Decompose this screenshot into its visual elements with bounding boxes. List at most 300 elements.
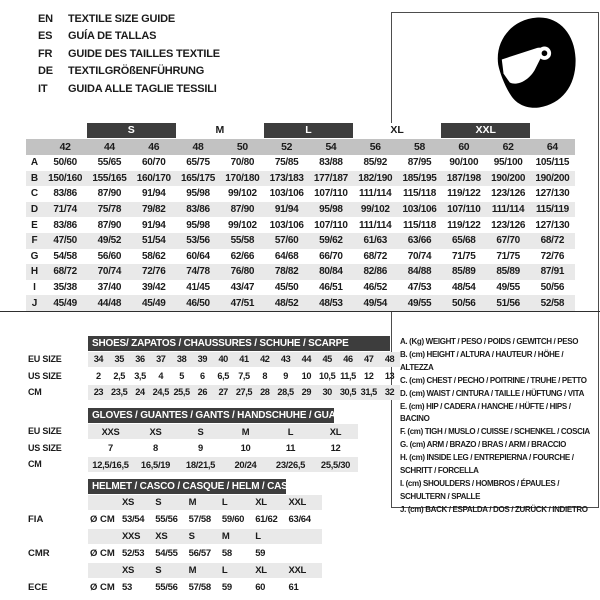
measurement-row xyxy=(26,155,575,171)
standard-label: CMR xyxy=(28,547,50,559)
row-letter: I xyxy=(33,282,36,294)
size-cell: 9 xyxy=(198,442,203,454)
row-cells xyxy=(122,514,322,525)
language-row xyxy=(38,11,220,28)
size-cell: 37 xyxy=(156,354,166,365)
row-cells xyxy=(88,368,400,383)
size-cell: 103/106 xyxy=(269,188,304,200)
size-cell: 55/56 xyxy=(155,581,178,593)
legend-item: F. (cm) TIGH / MUSLO / CUISSE / SCHENKEL / COSCIA xyxy=(400,427,590,437)
language-title: TEXTILE SIZE GUIDE xyxy=(68,13,176,25)
size-cell: 59/62 xyxy=(319,235,343,247)
size-cell: 95/98 xyxy=(186,188,210,200)
size-cell: XL xyxy=(255,496,267,508)
size-cell: 82/86 xyxy=(363,266,387,278)
main-size-table xyxy=(26,123,575,311)
measurement-row xyxy=(26,295,575,311)
size-cell: S xyxy=(188,530,195,542)
size-cell: 107/110 xyxy=(447,204,481,216)
size-cell: XXL xyxy=(288,564,307,576)
size-cell: 47/51 xyxy=(230,297,255,309)
column-header: 62 xyxy=(502,141,514,153)
size-cell: 43/47 xyxy=(230,282,255,294)
helmet-table xyxy=(28,479,322,596)
size-cell: 39/42 xyxy=(141,282,166,294)
size-cell: 53 xyxy=(122,581,132,593)
helmet-value-row xyxy=(28,579,322,595)
size-cell: 47 xyxy=(364,354,374,365)
size-cell: 79/82 xyxy=(141,204,166,216)
size-cell: 6 xyxy=(200,370,205,381)
size-cell: 70/74 xyxy=(97,266,122,278)
size-cell: 65/68 xyxy=(452,235,476,247)
size-cell: 103/106 xyxy=(402,204,437,216)
size-cell: 2 xyxy=(96,370,101,381)
size-cell: XS xyxy=(149,425,162,437)
size-cell: 115/118 xyxy=(403,188,436,200)
size-cell: S xyxy=(197,425,204,437)
size-cell: 83/86 xyxy=(53,219,77,231)
row-cells xyxy=(43,235,575,246)
size-cell: 87/90 xyxy=(97,219,122,231)
size-cell: 16,5/19 xyxy=(140,458,171,470)
size-cell: 177/187 xyxy=(313,172,348,184)
row-cells xyxy=(122,548,288,559)
size-cell: 63/66 xyxy=(407,235,432,247)
size-cell: 87/95 xyxy=(407,157,432,169)
size-cell: 55/65 xyxy=(97,157,122,169)
size-cell: 58/62 xyxy=(141,250,166,262)
table-row xyxy=(28,440,358,457)
language-row xyxy=(38,46,220,63)
size-cell: 68/72 xyxy=(540,235,565,247)
size-cell: 75/78 xyxy=(97,204,122,216)
language-row xyxy=(38,28,220,45)
size-cell: 66/70 xyxy=(319,250,343,262)
legend-item: D. (cm) WAIST / CINTURA / TAILLE / HÜFTUNG / VITA xyxy=(400,388,585,398)
language-title-list xyxy=(38,11,220,98)
size-cell: 10,5 xyxy=(319,370,336,381)
language-code: DE xyxy=(38,65,53,78)
size-cell: 2,5 xyxy=(113,370,125,381)
size-cell: 99/102 xyxy=(360,204,390,216)
size-cell: 4 xyxy=(158,370,164,381)
size-cell: 57/60 xyxy=(274,235,299,247)
size-cell: XS xyxy=(155,530,168,542)
size-cell: 64/68 xyxy=(274,250,299,262)
size-cell: 26 xyxy=(197,387,208,398)
size-cell: 75/85 xyxy=(274,157,299,169)
row-letter: H xyxy=(30,266,39,278)
row-cells xyxy=(43,251,575,262)
size-cell: 54/58 xyxy=(53,250,77,262)
column-header: 48 xyxy=(192,141,204,153)
column-header: 46 xyxy=(148,141,160,153)
size-cell: 51/54 xyxy=(141,235,166,247)
size-cell: 47/53 xyxy=(407,282,432,294)
size-cell: 24 xyxy=(135,387,145,398)
standard-label: ECE xyxy=(28,581,48,593)
size-cell: 46 xyxy=(343,354,353,365)
size-cell: 41/45 xyxy=(186,282,210,294)
unit-cell: Ø CM xyxy=(90,547,115,559)
size-cell: 38 xyxy=(176,354,187,365)
row-cells xyxy=(88,385,400,400)
size-cell: 45/49 xyxy=(53,297,77,309)
legend-item: H. (cm) INSIDE LEG / ENTREPIERNA / FOURCHE / SCHRITT / FORCELLA xyxy=(400,453,574,476)
size-cell: 91/94 xyxy=(274,204,299,216)
size-cell: 60/64 xyxy=(186,250,210,262)
size-cell: 13 xyxy=(384,370,395,381)
size-cell: 59/60 xyxy=(221,513,245,525)
row-letter: G xyxy=(30,250,39,262)
row-cells xyxy=(43,266,575,277)
size-cell: 25,5 xyxy=(173,387,190,398)
size-group-label: L xyxy=(264,123,353,138)
row-cells xyxy=(43,282,575,293)
shoes-rows xyxy=(28,351,400,401)
size-cell: 23 xyxy=(93,387,104,398)
helmet-sections xyxy=(28,494,322,595)
shoes-table xyxy=(28,336,400,401)
size-cell: 29 xyxy=(301,387,312,398)
size-cell: 24,5 xyxy=(152,387,169,398)
size-cell: 91/94 xyxy=(141,188,166,200)
row-cells xyxy=(88,352,400,367)
size-cell: 71/74 xyxy=(53,204,77,216)
size-cell: 187/198 xyxy=(446,172,481,184)
legend-item: B. (cm) HEIGHT / ALTURA / HAUTEUR / HÖHE / ALTEZZA xyxy=(400,349,564,372)
size-cell: 47/50 xyxy=(53,235,77,247)
size-cell: 95/98 xyxy=(186,219,210,231)
size-cell: 71/75 xyxy=(496,250,520,262)
size-cell: 60/70 xyxy=(141,157,166,169)
language-code: FR xyxy=(38,47,53,60)
size-cell: 35/38 xyxy=(53,282,77,294)
size-cell: L xyxy=(221,564,228,576)
column-header: 56 xyxy=(369,141,381,153)
size-cell: 190/200 xyxy=(535,172,570,184)
helmet-logo-icon xyxy=(486,15,578,111)
row-cells xyxy=(43,204,575,215)
measurement-row xyxy=(26,264,575,280)
language-code: ES xyxy=(38,30,53,43)
size-cell: 8 xyxy=(153,442,158,454)
size-cell: 123/126 xyxy=(491,219,526,231)
size-group-label: S xyxy=(87,123,176,138)
row-cells xyxy=(122,582,322,593)
size-cell: 95/100 xyxy=(493,157,523,169)
size-cell: 53/54 xyxy=(122,513,145,525)
size-cell: M xyxy=(188,564,197,576)
row-letter: C xyxy=(30,188,39,200)
size-cell: 31,5 xyxy=(360,387,377,398)
size-cell: XS xyxy=(122,496,135,508)
helmet-section xyxy=(28,562,322,595)
size-cell: 52/58 xyxy=(540,297,565,309)
size-cell: 85/92 xyxy=(363,157,387,169)
column-header: 54 xyxy=(325,141,337,153)
size-cell: 7 xyxy=(108,442,113,454)
size-cell: 91/94 xyxy=(141,219,166,231)
language-title: TEXTILGRÖßENFÜHRUNG xyxy=(68,65,205,78)
size-cell: 70/74 xyxy=(407,250,432,262)
size-cell: 49/55 xyxy=(407,297,432,309)
size-cell: S xyxy=(155,564,162,576)
language-code: EN xyxy=(38,13,53,25)
measurement-row xyxy=(26,280,575,296)
size-cell: 53/56 xyxy=(186,235,210,247)
size-cell: 45 xyxy=(322,354,332,365)
measurement-legend xyxy=(400,336,592,517)
language-title: GUIDA ALLE TAGLIE TESSILI xyxy=(68,82,217,95)
row-cells xyxy=(88,457,358,472)
size-cell: 35 xyxy=(114,354,124,365)
size-cell: 83/86 xyxy=(53,188,77,200)
size-cell: 48/53 xyxy=(319,297,343,309)
row-letter: B xyxy=(30,172,39,184)
legend-item: A. (Kg) WEIGHT / PESO / POIDS / GEWITCH / PESO xyxy=(400,337,579,346)
size-cell: 85/89 xyxy=(496,266,520,278)
helmet-section xyxy=(28,494,322,527)
column-header: 60 xyxy=(458,141,470,153)
size-cell: 5 xyxy=(179,370,184,381)
row-band xyxy=(88,563,322,578)
row-band xyxy=(88,546,322,561)
column-header: 50 xyxy=(236,141,248,153)
size-cell: 18/21,5 xyxy=(185,458,216,470)
size-cell: 60 xyxy=(255,581,266,593)
gloves-table xyxy=(28,408,358,473)
helmet-size-label-row xyxy=(28,528,322,544)
size-cell: 45/50 xyxy=(274,282,299,294)
size-cell: 25,5/30 xyxy=(320,458,351,470)
size-cell: 50/56 xyxy=(540,282,565,294)
gloves-rows xyxy=(28,423,358,473)
size-cell: 44 xyxy=(301,354,312,365)
column-header: 42 xyxy=(59,141,71,153)
size-group-label: M xyxy=(215,124,225,136)
size-cell: 160/170 xyxy=(136,172,171,184)
helmet-value-row xyxy=(28,545,322,561)
measurement-row xyxy=(26,186,575,202)
size-cell: M xyxy=(188,496,197,508)
size-cell: 50/60 xyxy=(53,157,77,169)
size-cell: 28,5 xyxy=(277,387,294,398)
size-cell: 165/175 xyxy=(181,172,216,184)
row-band xyxy=(88,580,322,595)
size-cell: 127/130 xyxy=(535,219,570,231)
size-cell: 3,5 xyxy=(134,370,146,381)
size-cell: 34 xyxy=(93,354,104,365)
language-title: GUIDE DES TAILLES TEXTILE xyxy=(68,47,220,60)
size-cell: 39 xyxy=(197,354,208,365)
size-cell: 68/72 xyxy=(53,266,77,278)
row-cells xyxy=(43,220,575,231)
column-header: 52 xyxy=(281,141,293,153)
size-cell: 11,5 xyxy=(340,370,356,381)
row-letter: J xyxy=(31,297,38,309)
size-cell: 51/56 xyxy=(496,297,520,309)
size-cell: 57/58 xyxy=(188,581,211,593)
size-cell: 115/119 xyxy=(535,204,569,216)
legend-item: G. (cm) ARM / BRAZO / BRAS / ARM / BRACCIO xyxy=(400,440,567,450)
size-cell: 9 xyxy=(283,370,288,381)
legend-item: E. (cm) HIP / CADERA / HANCHE / HÜFTE / HIPS / BACINO xyxy=(400,401,571,424)
size-cell: 103/106 xyxy=(269,219,304,231)
size-cell: 48 xyxy=(384,354,395,365)
size-cell: 107/110 xyxy=(314,188,348,200)
size-cell: 90/100 xyxy=(449,157,479,169)
size-cell: XXS xyxy=(101,425,120,437)
size-cell: XXL xyxy=(288,496,307,508)
size-cell: 56/60 xyxy=(97,250,122,262)
row-cells xyxy=(88,440,358,455)
row-cells xyxy=(122,565,322,576)
measurement-row xyxy=(26,202,575,218)
size-cell: 78/82 xyxy=(274,266,299,278)
size-cell: 49/54 xyxy=(363,297,387,309)
size-cell: 59 xyxy=(255,547,266,559)
helmet-value-row xyxy=(28,511,322,527)
size-cell: 49/52 xyxy=(97,235,122,247)
size-cell: 12 xyxy=(330,442,341,454)
size-cell: 173/183 xyxy=(269,172,304,184)
size-cell: 95/98 xyxy=(319,204,343,216)
table-row xyxy=(28,456,358,473)
size-cell: 40 xyxy=(218,354,228,365)
size-cell: 190/200 xyxy=(491,172,526,184)
row-cells xyxy=(88,424,358,439)
gloves-table-title: GLOVES / GUANTES / GANTS / HANDSCHUHE / GUANTI xyxy=(88,408,334,423)
size-cell: 119/122 xyxy=(447,188,481,200)
size-cell: 44/48 xyxy=(97,297,122,309)
size-cell: 62/66 xyxy=(230,250,255,262)
size-cell: 6,5 xyxy=(217,370,229,381)
row-label: CM xyxy=(28,459,42,470)
row-letter: E xyxy=(31,219,38,231)
size-cell: 8 xyxy=(262,370,268,381)
size-cell: 30,5 xyxy=(339,387,357,398)
size-cell: 11 xyxy=(285,442,296,454)
size-cell: 83/88 xyxy=(319,157,343,169)
row-cells xyxy=(122,497,322,508)
separator-line xyxy=(0,311,600,312)
row-label: US SIZE xyxy=(28,442,62,453)
table-row xyxy=(28,351,400,368)
size-cell: 119/122 xyxy=(447,219,481,231)
size-cell: 12 xyxy=(364,370,374,381)
size-cell: 99/102 xyxy=(227,219,257,231)
size-cell: 12,5/16,5 xyxy=(92,458,129,470)
shoes-table-title: SHOES/ ZAPATOS / CHAUSSURES / SCHUHE / SCARPE xyxy=(88,336,390,351)
size-cell: 43 xyxy=(280,354,291,365)
size-cell: 68/72 xyxy=(363,250,387,262)
size-cell: 23,5 xyxy=(111,387,128,398)
size-cell: 37/40 xyxy=(97,282,122,294)
row-label: US SIZE xyxy=(28,370,62,381)
size-cell: 54/55 xyxy=(155,547,178,559)
size-cell: 71/75 xyxy=(452,250,476,262)
size-cell: 27 xyxy=(218,387,228,398)
size-cell: 74/78 xyxy=(186,266,210,278)
size-cell: 111/114 xyxy=(359,188,392,200)
size-cell: XL xyxy=(255,564,267,576)
measurement-row xyxy=(26,249,575,265)
size-cell: 72/76 xyxy=(141,266,166,278)
measurement-rows xyxy=(26,155,575,311)
size-group-label: XXL xyxy=(441,123,530,138)
size-cell: M xyxy=(241,425,250,437)
unit-cell: Ø CM xyxy=(90,581,115,593)
size-cell: 46/52 xyxy=(363,282,387,294)
size-cell: L xyxy=(287,425,294,437)
size-cell: 185/195 xyxy=(402,172,437,184)
row-band xyxy=(88,529,322,544)
size-cell: 52/53 xyxy=(122,547,145,559)
size-cell: 55/56 xyxy=(155,513,178,525)
size-cell: 85/89 xyxy=(452,266,476,278)
row-letter: F xyxy=(31,235,38,247)
table-row xyxy=(28,368,400,385)
row-letter: A xyxy=(30,157,39,169)
size-cell: XS xyxy=(122,564,135,576)
helmet-section xyxy=(28,528,322,561)
size-cell: L xyxy=(221,496,228,508)
size-cell: 107/110 xyxy=(314,219,348,231)
row-letter: D xyxy=(30,204,39,216)
size-cell: 45/49 xyxy=(141,297,166,309)
size-cell: 48/54 xyxy=(452,282,476,294)
size-cell: 56/57 xyxy=(188,547,211,559)
row-cells xyxy=(43,298,575,309)
size-group-label: XL xyxy=(390,124,404,136)
size-cell: 41 xyxy=(239,354,249,365)
legend-item: C. (cm) CHEST / PECHO / POITRINE / TRUHE / PETTO xyxy=(400,375,587,385)
size-cell: 83/86 xyxy=(186,204,210,216)
size-cell: 80/84 xyxy=(319,266,343,278)
legend-item: J. (cm) BACK / ESPALDA / DOS / ZURÜCK / INDIETRO xyxy=(400,504,588,514)
size-cell: 87/90 xyxy=(97,188,122,200)
size-cell: M xyxy=(221,530,230,542)
row-label: CM xyxy=(28,387,42,398)
size-cell: 59 xyxy=(221,581,232,593)
size-cell: 72/76 xyxy=(540,250,565,262)
size-cell: 49/55 xyxy=(496,282,520,294)
size-cell: 111/114 xyxy=(359,219,392,231)
size-column-header-row xyxy=(26,139,575,155)
size-cell: 99/102 xyxy=(227,188,257,200)
size-cell: 7,5 xyxy=(238,370,250,381)
size-cell: 182/190 xyxy=(358,172,393,184)
size-cell: 50/56 xyxy=(452,297,476,309)
size-cell: XXS xyxy=(122,530,141,542)
size-cell: 46/51 xyxy=(319,282,343,294)
size-cell: S xyxy=(155,496,162,508)
row-cells xyxy=(43,188,575,199)
measurement-row xyxy=(26,171,575,187)
language-title: GUÍA DE TALLAS xyxy=(68,30,157,43)
size-cell: 27,5 xyxy=(235,387,253,398)
size-cell: 87/90 xyxy=(230,204,255,216)
legend-item: I. (cm) SHOULDERS / HOMBROS / ÉPAULES / SCHULTERN / SPALLE xyxy=(400,478,560,501)
row-label: EU SIZE xyxy=(28,426,62,437)
size-cell: L xyxy=(255,530,261,542)
measurement-row xyxy=(26,233,575,249)
size-cell: 48/52 xyxy=(274,297,299,309)
language-code: IT xyxy=(38,82,48,95)
size-cell: 61/62 xyxy=(255,513,278,525)
